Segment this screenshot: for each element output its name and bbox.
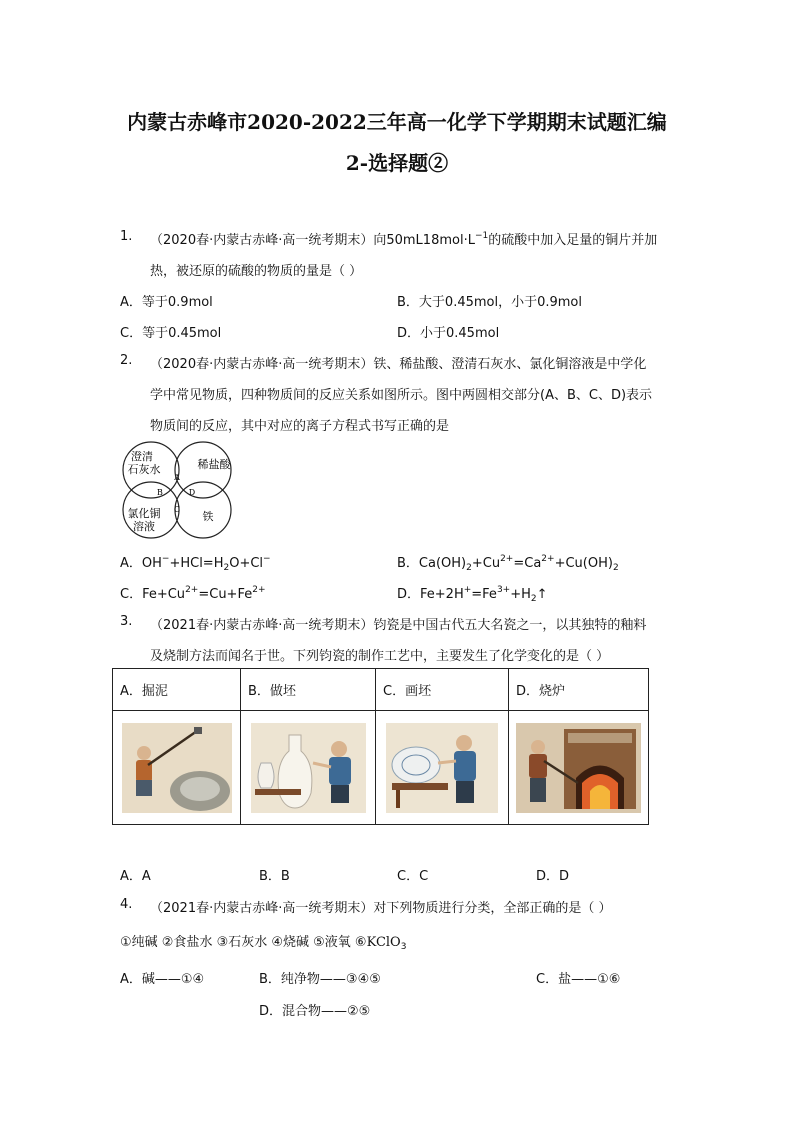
- venn-diagram: [118, 440, 238, 540]
- venn-label: 稀盐酸: [197, 458, 231, 471]
- option-b[interactable]: B．纯净物——③④⑤: [259, 972, 381, 987]
- table-image-cell: [113, 711, 241, 825]
- option-d[interactable]: [397, 583, 548, 604]
- option-text: B．Ca(OH): [397, 556, 467, 571]
- question-stem-line: 热，被还原的硫酸的物质的量是（ ）: [150, 264, 363, 279]
- question-number: 1.: [120, 229, 133, 244]
- option-text: +HCl=H: [169, 556, 224, 571]
- table-header-cell: B．做坯: [241, 669, 376, 711]
- option-text: A．OH: [120, 556, 162, 571]
- page-title-line1: 内蒙古赤峰市2020-2022三年高一化学下学期期末试题汇编: [127, 110, 667, 134]
- option-text: O+Cl: [229, 556, 264, 571]
- question-stem-line: 及烧制方法而闻名于世。下列钧瓷的制作工艺中，主要发生了化学变化的是（ ）: [150, 649, 610, 664]
- option-text: +H: [510, 587, 531, 602]
- question-stem-line: [150, 229, 657, 248]
- option-text: D．Fe+2H: [397, 587, 464, 602]
- superscript: −: [161, 554, 170, 564]
- option-b[interactable]: B．B: [259, 869, 290, 884]
- venn-label: 氯化铜: [127, 507, 161, 520]
- question-stem-line: （2021春·内蒙古赤峰·高一统考期末）钧瓷是中国古代五大名瓷之一，以其独特的釉料: [150, 618, 647, 633]
- craft-table: [112, 668, 649, 825]
- table-header-cell: C．画坯: [376, 669, 509, 711]
- subscript: 2: [530, 594, 537, 604]
- stem-text: 的硫酸中加入足量的铜片并加: [488, 233, 658, 248]
- option-c[interactable]: C．等于0.45mol: [120, 326, 222, 341]
- superscript: 2+: [500, 554, 514, 564]
- table-header-cell: A．掘泥: [113, 669, 241, 711]
- option-c[interactable]: C．C: [397, 869, 429, 884]
- question-number: 2.: [120, 353, 133, 368]
- subscript: 2: [612, 563, 619, 573]
- shaping-body-illustration: [251, 723, 366, 813]
- option-c[interactable]: [120, 583, 266, 602]
- option-text: =Ca: [513, 556, 542, 571]
- question-stem-line: 学中常见物质，四种物质间的反应关系如图所示。图中两圆相交部分(A、B、C、D)表示: [150, 388, 653, 403]
- option-d[interactable]: D．小于0.45mol: [397, 326, 500, 341]
- option-a[interactable]: A．碱——①④: [120, 972, 205, 987]
- option-text: ↑: [536, 587, 548, 602]
- subscript: 3: [400, 942, 407, 952]
- painting-body-illustration: [386, 723, 498, 813]
- venn-label: 澄清: [131, 450, 153, 463]
- table-image-cell: [509, 711, 649, 825]
- venn-intersection-label: D: [188, 488, 196, 497]
- option-a[interactable]: A．等于0.9mol: [120, 295, 213, 310]
- venn-label: 铁: [202, 510, 214, 523]
- question-stem-line: （2021春·内蒙古赤峰·高一统考期末）对下列物质进行分类，全部正确的是（ ）: [150, 901, 612, 916]
- option-text: +Cu(OH): [554, 556, 613, 571]
- digging-clay-illustration: [122, 723, 232, 813]
- option-text: =Cu+Fe: [198, 587, 253, 602]
- venn-intersection-label: B: [157, 488, 163, 497]
- table-header-row: [113, 669, 649, 711]
- option-b[interactable]: [397, 552, 619, 573]
- subscript: 2: [466, 563, 472, 573]
- option-b[interactable]: B．大于0.45mol，小于0.9mol: [397, 295, 582, 310]
- venn-label: 石灰水: [127, 463, 161, 476]
- option-text: =Fe: [471, 587, 497, 602]
- superscript: −1: [474, 231, 489, 241]
- question-number: 3.: [120, 614, 133, 629]
- superscript: 2+: [252, 585, 266, 595]
- option-c[interactable]: C．盐——①⑥: [536, 972, 621, 987]
- substance-list: [120, 931, 406, 952]
- superscript: 2+: [185, 585, 199, 595]
- superscript: 3+: [496, 585, 511, 595]
- subscript: 2: [223, 563, 230, 573]
- option-text: +Cu: [471, 556, 501, 571]
- table-image-row: [113, 711, 649, 825]
- question-number: 4.: [120, 897, 133, 912]
- question-stem-line: 物质间的反应，其中对应的离子方程式书写正确的是: [150, 419, 450, 434]
- formula: KClO: [366, 935, 401, 950]
- superscript: −: [263, 554, 271, 564]
- page-title-line2: 2-选择题②: [345, 151, 449, 175]
- substance-items: ①纯碱 ②食盐水 ③石灰水 ④烧碱 ⑤液氧 ⑥: [120, 935, 367, 950]
- superscript: +: [463, 585, 472, 595]
- option-d[interactable]: D．D: [536, 869, 570, 884]
- option-a[interactable]: A．A: [120, 869, 151, 884]
- venn-intersection-label: C: [173, 505, 181, 514]
- option-a[interactable]: [120, 552, 271, 573]
- stem-text: （2020春·内蒙古赤峰·高一统考期末）向50mL18mol·L: [150, 233, 475, 248]
- table-header-cell: D．烧炉: [509, 669, 649, 711]
- table-image-cell: [241, 711, 376, 825]
- venn-label: 溶液: [133, 520, 155, 533]
- option-text: C．Fe+Cu: [120, 587, 186, 602]
- superscript: 2+: [541, 554, 555, 564]
- question-stem-line: （2020春·内蒙古赤峰·高一统考期末）铁、稀盐酸、澄清石灰水、氯化铜溶液是中学化: [150, 357, 647, 372]
- firing-kiln-illustration: [516, 723, 641, 813]
- option-d[interactable]: D．混合物——②⑤: [259, 1004, 371, 1019]
- venn-intersection-label: A: [174, 473, 180, 482]
- table-image-cell: [376, 711, 509, 825]
